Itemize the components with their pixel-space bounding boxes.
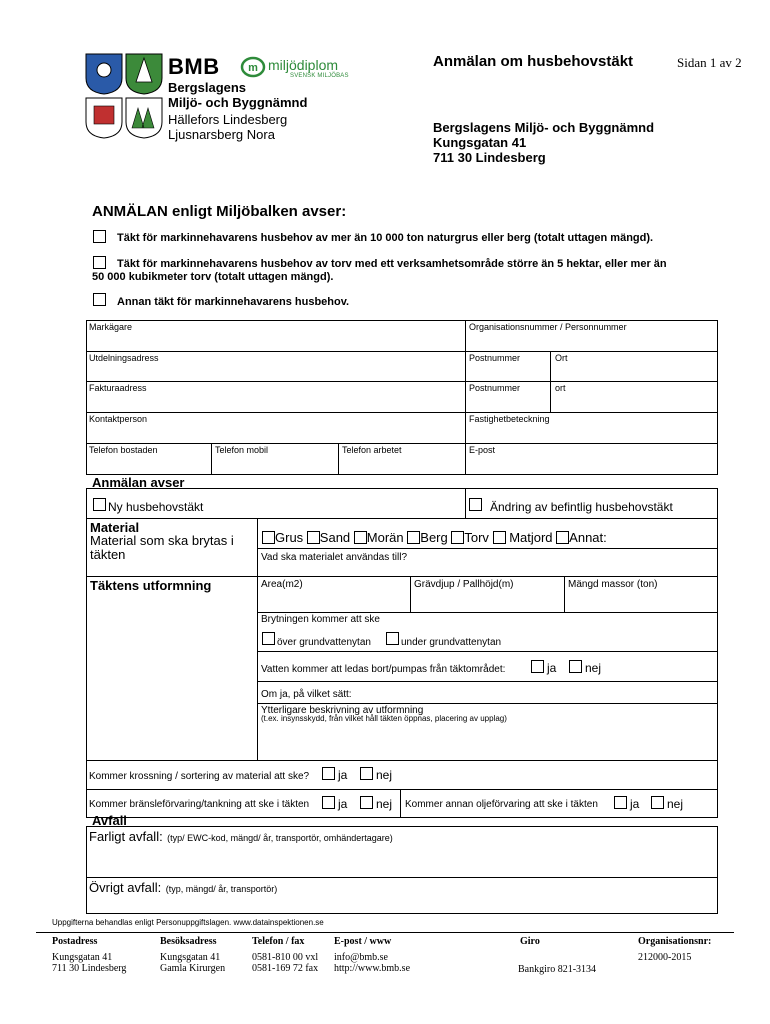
material-options (262, 530, 607, 545)
address-line2: Kungsgatan 41 (433, 135, 527, 150)
footer-orgnr-label: Organisationsnr: (638, 936, 712, 947)
over-grundvatten-checkbox[interactable] (262, 632, 275, 645)
org-name-line2: Miljö- och Byggnämnd (168, 95, 308, 110)
mangd-field[interactable]: Mängd massor (ton) (568, 579, 658, 590)
olje-ja-label: ja (630, 797, 640, 811)
olje-label: Kommer annan oljeförvaring att ske i täkten (405, 799, 598, 810)
moran-checkbox[interactable] (354, 531, 367, 544)
telefon-bostaden-field[interactable]: Telefon bostaden (89, 445, 158, 455)
telefon-arbetet-field[interactable]: Telefon arbetet (342, 445, 402, 455)
footer-epost-label: E-post / www (334, 936, 392, 947)
footer-giro-label: Giro (520, 936, 540, 947)
farligt-avfall-field[interactable] (89, 828, 393, 846)
annat-label: Annat: (569, 530, 607, 545)
option3-checkbox[interactable] (93, 293, 106, 306)
anvandas-field[interactable]: Vad ska materialet användas till? (261, 552, 408, 563)
om-ja-field[interactable]: Om ja, på vilket sätt: (261, 689, 352, 700)
ort-field[interactable]: Ort (555, 353, 568, 363)
bransle-nej-checkbox[interactable] (360, 796, 373, 809)
krossning-ja-label: ja (338, 768, 348, 782)
address-line3: 711 30 Lindesberg (433, 150, 546, 165)
ny-husbehovstakt-label: Ny husbehovstäkt (108, 500, 204, 514)
postnummer-field[interactable]: Postnummer (469, 353, 521, 363)
telefon-mobil-field[interactable]: Telefon mobil (215, 445, 269, 455)
material-description: Material som ska brytas i täkten (90, 533, 234, 562)
footer-www-link[interactable]: http://www.bmb.se (334, 963, 411, 974)
avfall-heading: Avfall (92, 813, 127, 828)
municipal-crests-logo (84, 52, 164, 140)
krossning-label: Kommer krossning / sortering av material att ske? (89, 771, 310, 782)
ny-husbehovstakt-checkbox[interactable] (93, 498, 106, 511)
matjord-checkbox[interactable] (493, 531, 506, 544)
sand-label: Sand (319, 530, 351, 545)
ovrigt-avfall-label: Övrigt avfall: (89, 880, 162, 895)
miljodiplom-logo-text: miljödiplom (268, 57, 339, 73)
footer-orgnr-value: 212000-2015 (638, 952, 692, 963)
epost-field[interactable]: E-post (469, 445, 496, 455)
under-grundvatten-checkbox[interactable] (386, 632, 399, 645)
olje-ja-checkbox[interactable] (614, 796, 627, 809)
gravdjup-field[interactable]: Grävdjup / Pallhöjd(m) (414, 579, 514, 590)
andring-label: Ändring av befintlig husbehovstäkt (490, 500, 673, 514)
under-grundvatten-label: under grundvattenytan (401, 637, 502, 648)
vatten-ja-label: ja (547, 661, 557, 675)
contact-table (86, 320, 718, 475)
footer-postadress-label: Postadress (52, 936, 98, 947)
option2-label-line1: Täkt för markinnehavarens husbehov av torv med ett verksamhetsområde större än 5 hektar, eller mer än (117, 258, 667, 270)
annat-checkbox[interactable] (556, 531, 569, 544)
krossning-ja-checkbox[interactable] (322, 767, 335, 780)
footer-postadress-1: Kungsgatan 41 (52, 952, 113, 963)
bransle-label: Kommer bränsleförvaring/tankning att ske i täkten (89, 799, 310, 810)
grus-label: Grus (275, 530, 304, 545)
matjord-label: Matjord (509, 530, 553, 545)
footer-epost-1[interactable]: info@bmb.se (334, 952, 388, 963)
grus-checkbox[interactable] (262, 531, 275, 544)
brytningen-label: Brytningen kommer att ske (261, 614, 380, 625)
fastighetsbeteckning-field[interactable]: Fastighetbeteckning (469, 414, 550, 424)
berg-checkbox[interactable] (407, 531, 420, 544)
footer-telefon-label: Telefon / fax (252, 936, 305, 947)
privacy-note: Uppgifterna behandlas enligt Personuppgiftslagen. www.datainspektionen.se (52, 918, 324, 927)
bransle-ja-label: ja (338, 797, 348, 811)
andring-checkbox[interactable] (469, 498, 482, 511)
markagare-field[interactable]: Markägare (89, 322, 133, 332)
utformning-heading: Täktens utformning (90, 578, 212, 593)
bransle-nej-label: nej (376, 797, 393, 811)
vatten-nej-label: nej (585, 661, 602, 675)
ovrigt-avfall-field[interactable] (89, 879, 277, 897)
option1-label: Täkt för markinnehavarens husbehov av mer än 10 000 ton naturgrus eller berg (totalt uttagen mängd). (117, 232, 654, 244)
bransle-ja-checkbox[interactable] (322, 796, 335, 809)
option2-label-line2: 50 000 kubikmeter torv (totalt uttagen mängd). (92, 271, 334, 283)
address-line1: Bergslagens Miljö- och Byggnämnd (433, 120, 655, 135)
vatten-nej-checkbox[interactable] (569, 660, 582, 673)
moran-label: Morän (366, 530, 404, 545)
municipalities-line2: Ljusnarsberg Nora (168, 127, 275, 142)
vatten-ja-checkbox[interactable] (531, 660, 544, 673)
page-indicator: Sidan 1 av 2 (677, 55, 742, 70)
over-grundvatten-label: över grundvattenytan (277, 637, 371, 648)
footer-besoksadress-label: Besöksadress (160, 936, 217, 947)
footer-besoksadress-2: Gamla Kirurgen (160, 963, 226, 974)
utdelningsadress-field[interactable]: Utdelningsadress (89, 353, 159, 363)
footer-postadress-2: 711 30 Lindesberg (52, 963, 127, 974)
fakturaadress-field[interactable]: Fakturaadress (89, 383, 147, 393)
option3-label: Annan täkt för markinnehavarens husbehov. (117, 296, 350, 308)
footer-telefon-2: 0581-169 72 fax (252, 963, 319, 974)
miljodiplom-logo-icon (240, 56, 266, 78)
krossning-nej-label: nej (376, 768, 393, 782)
faktura-postnummer-field[interactable]: Postnummer (469, 383, 521, 393)
ytterligare-field[interactable]: Ytterligare beskrivning av utformning (261, 705, 424, 716)
farligt-avfall-label: Farligt avfall: (89, 829, 163, 844)
orgnr-field[interactable]: Organisationsnummer / Personnummer (469, 322, 627, 332)
form-title: Anmälan om husbehovstäkt (433, 53, 634, 70)
berg-label: Berg (420, 530, 448, 545)
material-heading: Material (90, 520, 140, 535)
krossning-nej-checkbox[interactable] (360, 767, 373, 780)
anmalan-heading: Anmälan avser (92, 475, 185, 490)
sand-checkbox[interactable] (307, 531, 320, 544)
footer-telefon-1: 0581-810 00 vxl (252, 952, 319, 963)
footer-giro-value: Bankgiro 821-3134 (518, 964, 597, 975)
option2-checkbox[interactable] (93, 256, 106, 269)
farligt-avfall-hint: (typ/ EWC-kod, mängd/ år, transportör, omhändertagare) (167, 833, 393, 843)
area-field[interactable]: Area(m2) (261, 579, 303, 590)
svg-text:m: m (248, 62, 258, 74)
footer-besoksadress-1: Kungsgatan 41 (160, 952, 221, 963)
intro-heading: ANMÄLAN enligt Miljöbalken avser: (92, 203, 347, 220)
org-name-line1: Bergslagens (168, 80, 247, 95)
municipalities-line1: Hällefors Lindesberg (168, 112, 288, 127)
miljodiplom-subtitle: SVENSK MILJÖBAS (290, 73, 349, 79)
kontaktperson-field[interactable]: Kontaktperson (89, 414, 148, 424)
bmb-logo-text: BMB (168, 54, 220, 79)
ytterligare-hint: (t.ex. insynsskydd, från vilket håll täkten öppnas, placering av upplag) (261, 714, 507, 723)
olje-nej-label: nej (667, 797, 684, 811)
torv-label: Torv (464, 530, 489, 545)
option1-checkbox[interactable] (93, 230, 106, 243)
torv-checkbox[interactable] (451, 531, 464, 544)
olje-nej-checkbox[interactable] (651, 796, 664, 809)
ovrigt-avfall-hint: (typ, mängd/ år, transportör) (165, 884, 278, 894)
vatten-label: Vatten kommer att ledas bort/pumpas från täktområdet: (261, 664, 506, 675)
faktura-ort-field[interactable]: ort (555, 383, 566, 393)
